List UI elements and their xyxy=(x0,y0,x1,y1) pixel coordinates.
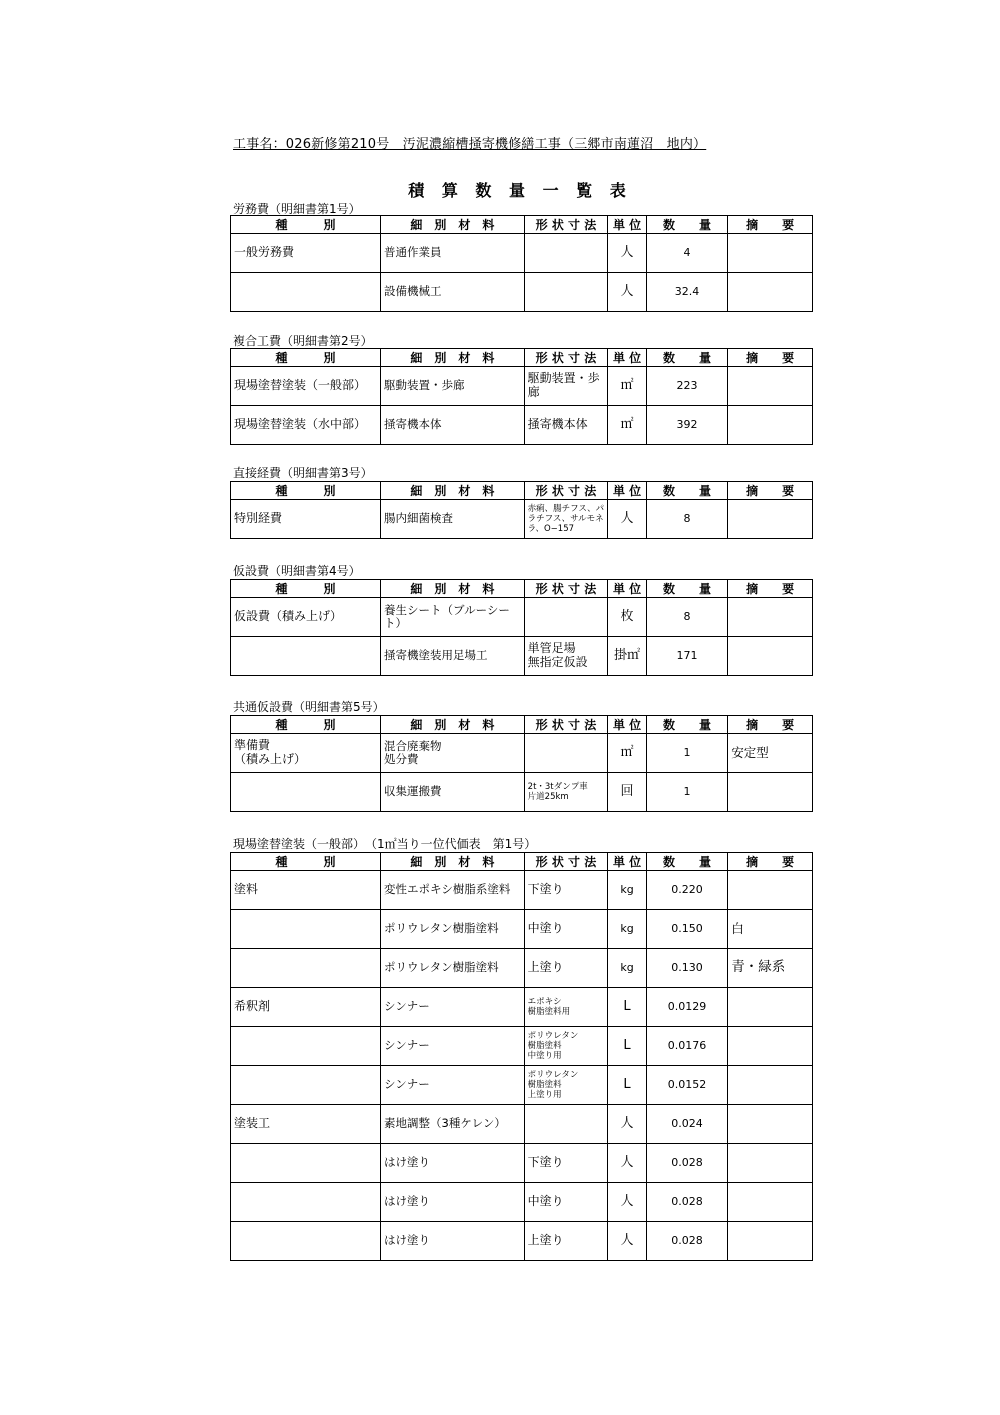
cell-spec: 赤痢、腸チフス、パラチフス、サルモネラ、O−157 xyxy=(524,500,608,539)
cell-qty: 0.028 xyxy=(646,1144,727,1183)
section-label: 労務費（明細書第1号） xyxy=(233,202,361,216)
cell-qty: 1 xyxy=(646,773,727,812)
cell-kind: 塗料 xyxy=(231,871,381,910)
cell-qty: 32.4 xyxy=(646,273,727,312)
cell-unit: 人 xyxy=(608,1183,647,1222)
note-header: 摘 要 xyxy=(728,349,813,367)
cell-spec: 上塗り xyxy=(524,1222,608,1261)
project-title: 工事名：026新修第210号 汚泥濃縮槽掻寄機修繕工事（三郷市南蓮沼 地内） xyxy=(233,137,707,152)
cell-material: 収集運搬費 xyxy=(381,773,525,812)
kind-header: 種 別 xyxy=(231,580,381,598)
cell-spec: 単管足場 無指定仮設 xyxy=(524,637,608,676)
cell-material: シンナー xyxy=(381,988,525,1027)
table-row xyxy=(231,734,813,773)
cell-spec: 2t・3tダンプ車 片道25km xyxy=(524,773,608,812)
section-table xyxy=(230,715,813,812)
cell-spec xyxy=(524,273,608,312)
section-table xyxy=(230,852,813,1261)
material-header: 細 別 材 料 xyxy=(381,349,525,367)
cell-material: 素地調整（3種ケレン） xyxy=(381,1105,525,1144)
cell-material: ポリウレタン樹脂塗料 xyxy=(381,949,525,988)
cell-note xyxy=(728,234,813,273)
cell-material: シンナー xyxy=(381,1027,525,1066)
cell-material: 養生シート（ブルーシート） xyxy=(381,598,525,637)
cell-kind xyxy=(231,910,381,949)
unit-header: 単 位 xyxy=(608,482,647,500)
cell-spec: ポリウレタン 樹脂塗料 上塗り用 xyxy=(524,1066,608,1105)
table-row xyxy=(231,367,813,406)
table-row xyxy=(231,910,813,949)
header-row xyxy=(231,716,813,734)
cell-unit: L xyxy=(608,988,647,1027)
cell-material: はけ塗り xyxy=(381,1183,525,1222)
cell-material: はけ塗り xyxy=(381,1144,525,1183)
qty-header: 数 量 xyxy=(646,716,727,734)
header-row xyxy=(231,853,813,871)
cell-kind xyxy=(231,1066,381,1105)
cell-note xyxy=(728,406,813,445)
material-header: 細 別 材 料 xyxy=(381,853,525,871)
unit-header: 単 位 xyxy=(608,349,647,367)
cell-unit: 人 xyxy=(608,1105,647,1144)
qty-header: 数 量 xyxy=(646,853,727,871)
cell-spec: 上塗り xyxy=(524,949,608,988)
note-header: 摘 要 xyxy=(728,482,813,500)
section-label: 複合工費（明細書第2号） xyxy=(233,334,373,348)
unit-header: 単 位 xyxy=(608,716,647,734)
section-table xyxy=(230,215,813,312)
cell-qty: 392 xyxy=(646,406,727,445)
cell-note: 安定型 xyxy=(728,734,813,773)
kind-header: 種 別 xyxy=(231,716,381,734)
unit-header: 単 位 xyxy=(608,216,647,234)
header-row xyxy=(231,482,813,500)
kind-header: 種 別 xyxy=(231,349,381,367)
kind-header: 種 別 xyxy=(231,853,381,871)
cell-material: 掻寄機本体 xyxy=(381,406,525,445)
section-label: 共通仮設費（明細書第5号） xyxy=(233,700,385,714)
cell-unit: kg xyxy=(608,910,647,949)
cell-note xyxy=(728,500,813,539)
header-row xyxy=(231,216,813,234)
cell-unit: 人 xyxy=(608,234,647,273)
cell-unit: ㎡ xyxy=(608,406,647,445)
cell-spec xyxy=(524,1105,608,1144)
material-header: 細 別 材 料 xyxy=(381,482,525,500)
spec-header: 形 状 寸 法 xyxy=(524,716,608,734)
cell-qty: 0.028 xyxy=(646,1183,727,1222)
header-row xyxy=(231,580,813,598)
kind-header: 種 別 xyxy=(231,482,381,500)
cell-note xyxy=(728,773,813,812)
cell-qty: 0.028 xyxy=(646,1222,727,1261)
cell-spec: 掻寄機本体 xyxy=(524,406,608,445)
kind-header: 種 別 xyxy=(231,216,381,234)
cell-unit: 人 xyxy=(608,273,647,312)
cell-qty: 0.0176 xyxy=(646,1027,727,1066)
cell-qty: 0.0152 xyxy=(646,1066,727,1105)
table-row xyxy=(231,637,813,676)
cell-kind: 現場塗替塗装（一般部） xyxy=(231,367,381,406)
section-table xyxy=(230,348,813,445)
cell-kind xyxy=(231,637,381,676)
cell-unit: 枚 xyxy=(608,598,647,637)
cell-unit: 人 xyxy=(608,1144,647,1183)
cell-material: はけ塗り xyxy=(381,1222,525,1261)
spec-header: 形 状 寸 法 xyxy=(524,216,608,234)
table-row xyxy=(231,406,813,445)
cell-spec: ポリウレタン 樹脂塗料 中塗り用 xyxy=(524,1027,608,1066)
note-header: 摘 要 xyxy=(728,580,813,598)
note-header: 摘 要 xyxy=(728,853,813,871)
cell-note xyxy=(728,988,813,1027)
cell-spec: 中塗り xyxy=(524,1183,608,1222)
header-row xyxy=(231,349,813,367)
cell-note xyxy=(728,367,813,406)
cell-unit: L xyxy=(608,1066,647,1105)
section-table xyxy=(230,579,813,676)
cell-kind xyxy=(231,1144,381,1183)
section-label: 直接経費（明細書第3号） xyxy=(233,466,373,480)
cell-spec: 下塗り xyxy=(524,1144,608,1183)
cell-spec: 下塗り xyxy=(524,871,608,910)
cell-material: 変性エポキシ樹脂系塗料 xyxy=(381,871,525,910)
table-row xyxy=(231,1144,813,1183)
cell-note xyxy=(728,871,813,910)
cell-qty: 0.0129 xyxy=(646,988,727,1027)
cell-note xyxy=(728,1066,813,1105)
note-header: 摘 要 xyxy=(728,216,813,234)
unit-header: 単 位 xyxy=(608,853,647,871)
cell-kind xyxy=(231,1222,381,1261)
cell-qty: 0.130 xyxy=(646,949,727,988)
cell-unit: kg xyxy=(608,949,647,988)
cell-kind: 仮設費（積み上げ） xyxy=(231,598,381,637)
cell-kind xyxy=(231,773,381,812)
document-title: 積 算 数 量 一 覧 表 xyxy=(408,181,632,200)
cell-spec: 中塗り xyxy=(524,910,608,949)
cell-kind xyxy=(231,273,381,312)
cell-note xyxy=(728,598,813,637)
table-row xyxy=(231,949,813,988)
table-row xyxy=(231,1027,813,1066)
cell-kind xyxy=(231,1183,381,1222)
qty-header: 数 量 xyxy=(646,349,727,367)
cell-qty: 8 xyxy=(646,500,727,539)
cell-material: 設備機械工 xyxy=(381,273,525,312)
cell-unit: ㎡ xyxy=(608,367,647,406)
cell-spec: エポキシ 樹脂塗料用 xyxy=(524,988,608,1027)
qty-header: 数 量 xyxy=(646,482,727,500)
table-row xyxy=(231,500,813,539)
cell-qty: 171 xyxy=(646,637,727,676)
cell-qty: 0.150 xyxy=(646,910,727,949)
table-row xyxy=(231,1222,813,1261)
cell-kind: 塗装工 xyxy=(231,1105,381,1144)
table-row xyxy=(231,871,813,910)
cell-qty: 0.220 xyxy=(646,871,727,910)
cell-spec: 駆動装置・歩廊 xyxy=(524,367,608,406)
cell-unit: L xyxy=(608,1027,647,1066)
cell-note xyxy=(728,1144,813,1183)
table-row xyxy=(231,598,813,637)
cell-unit: 人 xyxy=(608,1222,647,1261)
cell-unit: ㎡ xyxy=(608,734,647,773)
cell-kind xyxy=(231,1027,381,1066)
section-table xyxy=(230,481,813,539)
cell-unit: 回 xyxy=(608,773,647,812)
cell-kind: 一般労務費 xyxy=(231,234,381,273)
cell-kind: 特別経費 xyxy=(231,500,381,539)
material-header: 細 別 材 料 xyxy=(381,716,525,734)
section-label: 仮設費（明細書第4号） xyxy=(233,564,361,578)
qty-header: 数 量 xyxy=(646,216,727,234)
table-row xyxy=(231,773,813,812)
table-row xyxy=(231,988,813,1027)
table-row xyxy=(231,234,813,273)
cell-note xyxy=(728,1105,813,1144)
table-row xyxy=(231,1066,813,1105)
cell-unit: 掛㎡ xyxy=(608,637,647,676)
spec-header: 形 状 寸 法 xyxy=(524,482,608,500)
spec-header: 形 状 寸 法 xyxy=(524,349,608,367)
table-row xyxy=(231,1183,813,1222)
table-row xyxy=(231,273,813,312)
cell-unit: 人 xyxy=(608,500,647,539)
cell-material: シンナー xyxy=(381,1066,525,1105)
cell-spec xyxy=(524,734,608,773)
cell-qty: 223 xyxy=(646,367,727,406)
cell-material: 普通作業員 xyxy=(381,234,525,273)
cell-kind: 現場塗替塗装（水中部） xyxy=(231,406,381,445)
material-header: 細 別 材 料 xyxy=(381,580,525,598)
cell-material: 駆動装置・歩廊 xyxy=(381,367,525,406)
cell-kind: 希釈剤 xyxy=(231,988,381,1027)
cell-unit: kg xyxy=(608,871,647,910)
material-header: 細 別 材 料 xyxy=(381,216,525,234)
cell-spec xyxy=(524,234,608,273)
section-label: 現場塗替塗装（一般部） （1㎡当り一位代価表 第1号） xyxy=(233,837,537,851)
cell-qty: 1 xyxy=(646,734,727,773)
cell-qty: 8 xyxy=(646,598,727,637)
spec-header: 形 状 寸 法 xyxy=(524,580,608,598)
cell-material: 混合廃棄物 処分費 xyxy=(381,734,525,773)
cell-note xyxy=(728,1027,813,1066)
unit-header: 単 位 xyxy=(608,580,647,598)
cell-note xyxy=(728,637,813,676)
cell-note: 青・緑系 xyxy=(728,949,813,988)
cell-spec xyxy=(524,598,608,637)
cell-note xyxy=(728,1183,813,1222)
cell-qty: 4 xyxy=(646,234,727,273)
cell-note: 白 xyxy=(728,910,813,949)
cell-material: 腸内細菌検査 xyxy=(381,500,525,539)
note-header: 摘 要 xyxy=(728,716,813,734)
table-row xyxy=(231,1105,813,1144)
cell-note xyxy=(728,1222,813,1261)
cell-qty: 0.024 xyxy=(646,1105,727,1144)
cell-kind: 準備費 （積み上げ） xyxy=(231,734,381,773)
qty-header: 数 量 xyxy=(646,580,727,598)
cell-note xyxy=(728,273,813,312)
cell-material: 掻寄機塗装用足場工 xyxy=(381,637,525,676)
spec-header: 形 状 寸 法 xyxy=(524,853,608,871)
cell-kind xyxy=(231,949,381,988)
cell-material: ポリウレタン樹脂塗料 xyxy=(381,910,525,949)
